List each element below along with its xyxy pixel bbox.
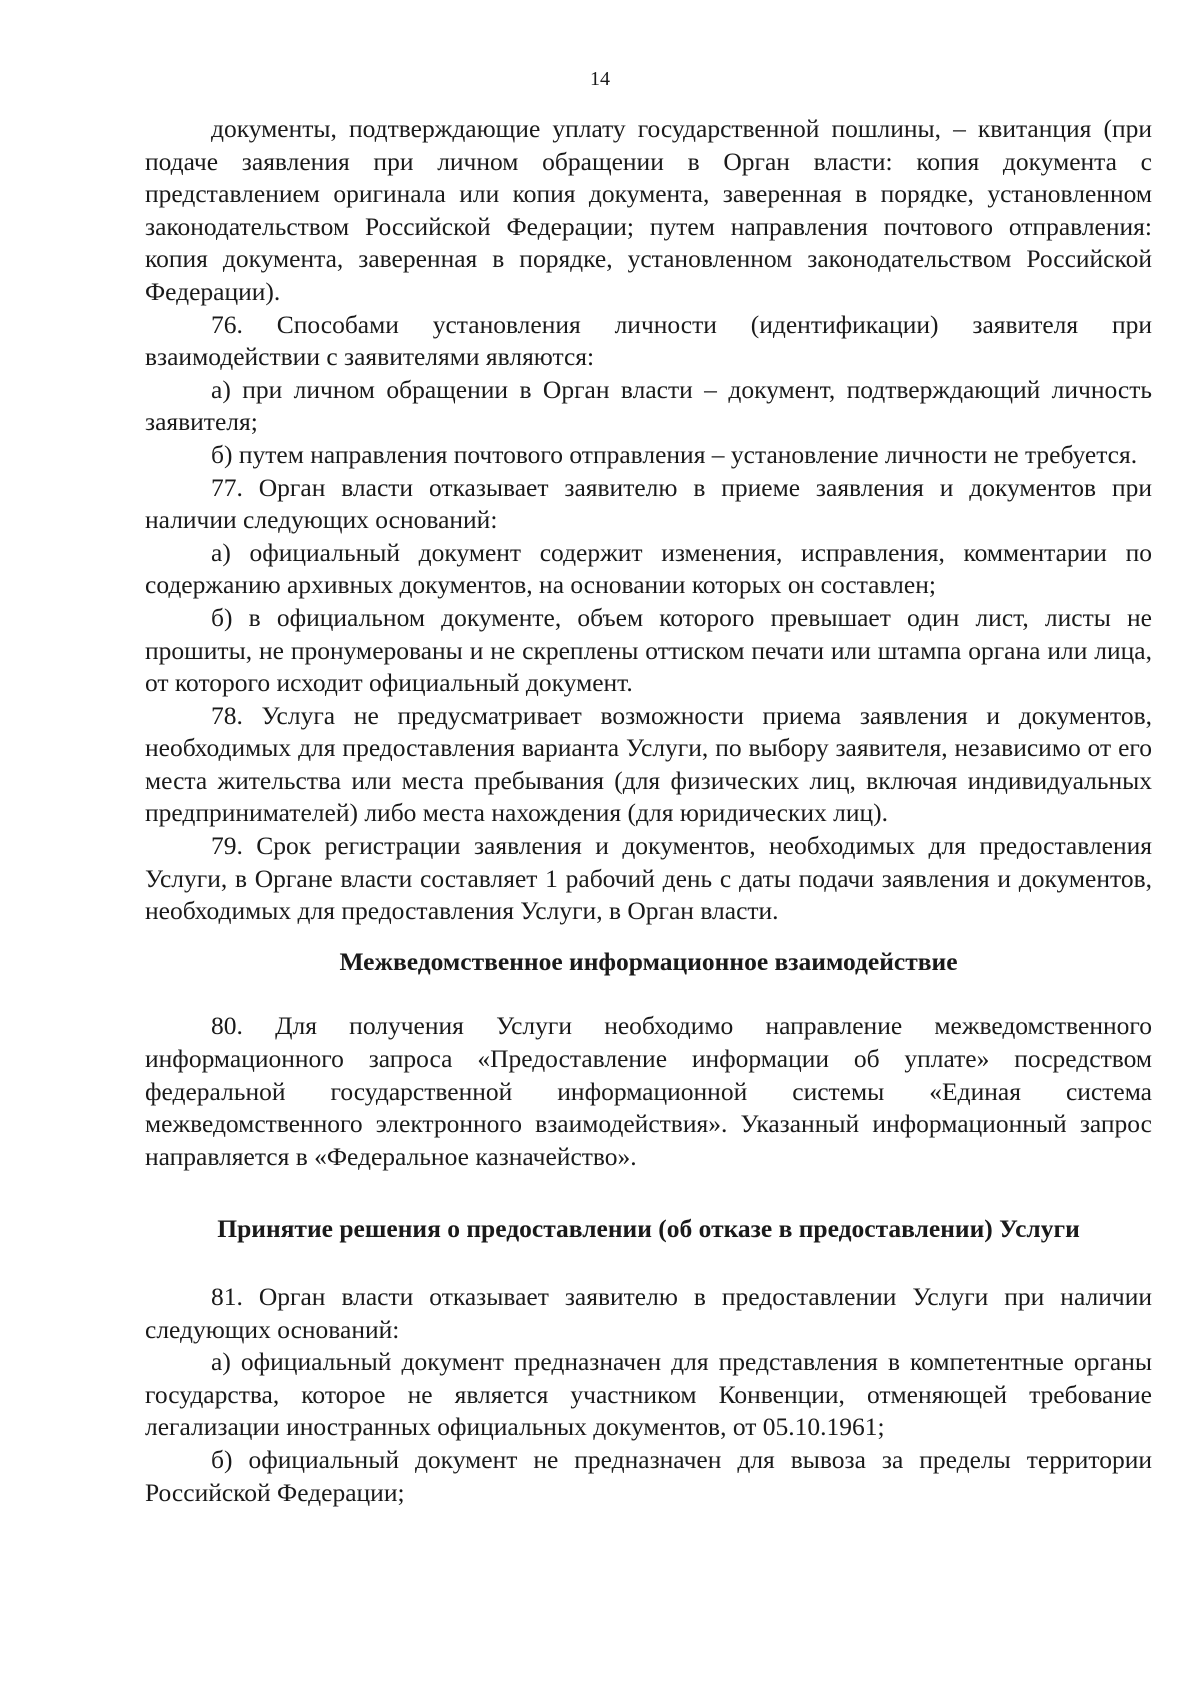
paragraph-76a: а) при личном обращении в Орган власти – документ, подтверждающий личность заявителя;: [145, 374, 1152, 437]
paragraph-77b: б) в официальном документе, объем которого превышает один лист, листы не прошиты, не пронумерованы и не скреплены оттиском печати или штампа органа или лица, от которого исходит официальный документ.: [145, 602, 1152, 698]
section-heading-interagency: Межведомственное информационное взаимодействие: [339, 946, 958, 976]
paragraph-76: 76. Способами установления личности (идентификации) заявителя при взаимодействии с заявителями являются:: [145, 309, 1152, 372]
paragraph-81a: а) официальный документ предназначен для представления в компетентные органы государства, которое не является участником Конвенции, отменяющей требование легализации иностранных официальных документов, от 05.10.1961;: [145, 1347, 1152, 1442]
page-number: 14: [590, 68, 610, 90]
paragraph-81b: б) официальный документ не предназначен для вывоза за пределы территории Российской Федерации;: [145, 1444, 1152, 1507]
paragraph-81: 81. Орган власти отказывает заявителю в предоставлении Услуги при наличии следующих оснований:: [145, 1282, 1152, 1344]
paragraph-78: 78. Услуга не предусматривает возможности приема заявления и документов, необходимых для предоставления варианта Услуги, по выбору заявителя, независимо от его места жительства или места пребывания (для физических лиц, включая индивидуальных предпринимателей) либо места нахождения (для юридических лиц).: [145, 700, 1152, 828]
paragraph-77: 77. Орган власти отказывает заявителю в приеме заявления и документов при наличии следующих оснований:: [145, 472, 1152, 535]
paragraph-payment-documents: документы, подтверждающие уплату государственной пошлины, – квитанция (при подаче заявления при личном обращении в Орган власти: копия документа с представлением оригинала или копия документа, заверенная в порядке, установленном законодательством Российской Федерации; путем направления почтового отправления: копия документа, заверенная в порядке, установленном законодательством Российской Федерации).: [145, 114, 1152, 306]
paragraph-77a: а) официальный документ содержит изменения, исправления, комментарии по содержанию архивных документов, на основании которых он составлен;: [145, 537, 1152, 600]
paragraph-79: 79. Срок регистрации заявления и документов, необходимых для предоставления Услуги, в Органе власти составляет 1 рабочий день с даты подачи заявления и документов, необходимых для предоставления Услуги, в Орган власти.: [145, 831, 1152, 926]
section-heading-decision: Принятие решения о предоставлении (об отказе в предоставлении) Услуги: [217, 1214, 1080, 1244]
paragraph-76b: б) путем направления почтового отправления – установление личности не требуется.: [211, 439, 1138, 469]
document-body: [145, 113, 1152, 1509]
paragraph-80: 80. Для получения Услуги необходимо направление межведомственного информационного запроса «Предоставление информации об уплате» посредством федеральной государственной информационной системы «Единая система межведомственного электронного взаимодействия». Указанный информационный запрос направляется в «Федеральное казначейство».: [145, 1011, 1152, 1171]
